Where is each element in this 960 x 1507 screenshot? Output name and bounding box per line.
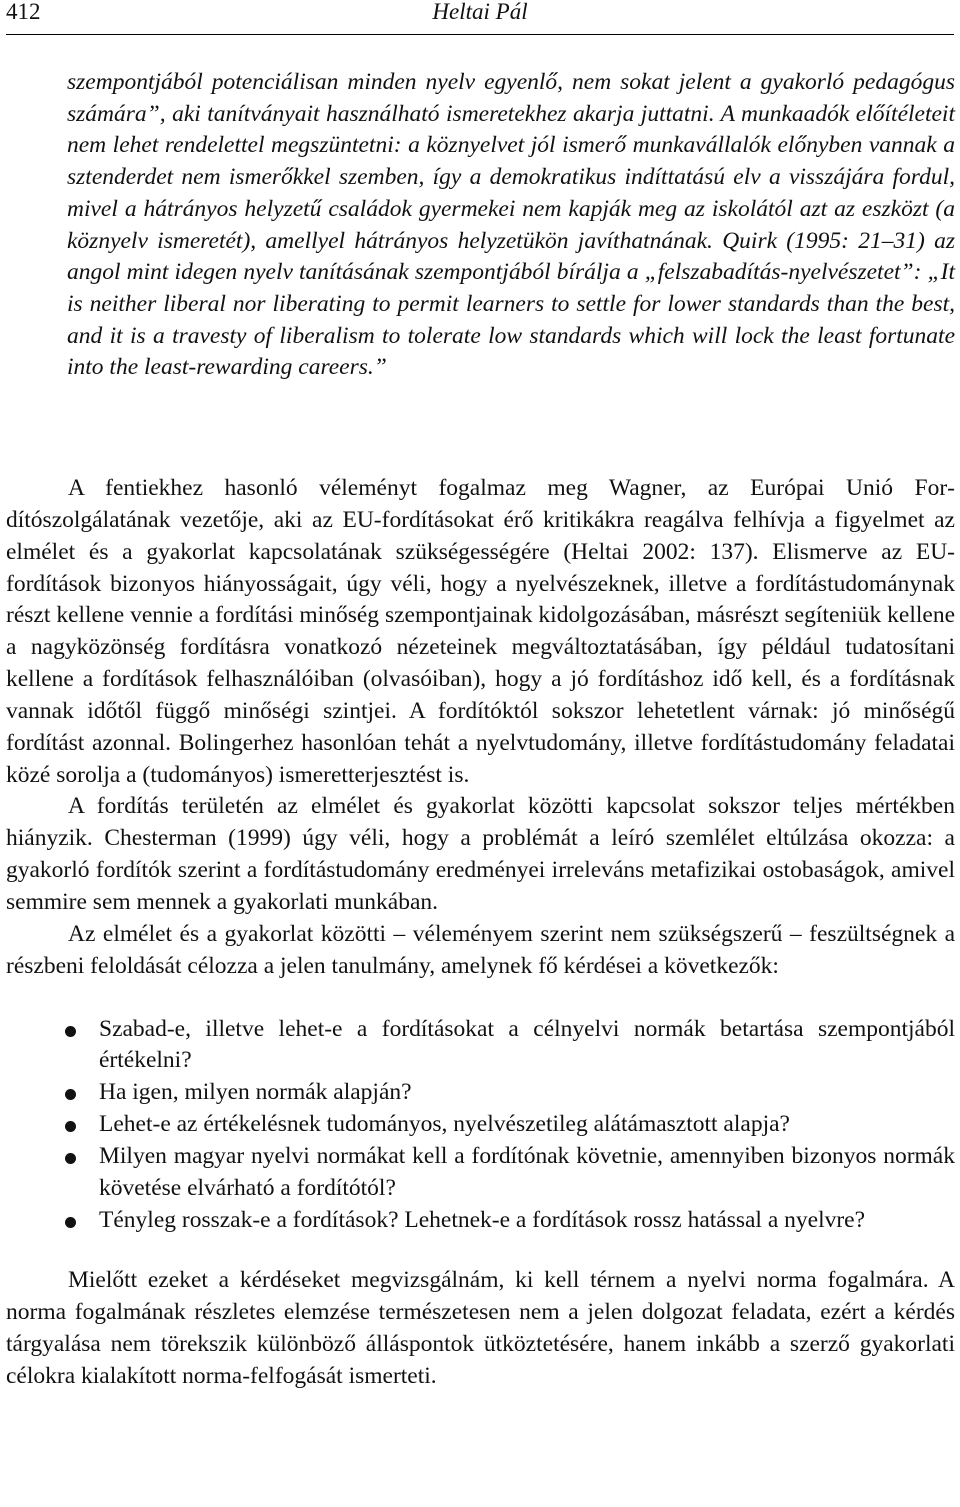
list-item: [99, 1014, 955, 1078]
bullet-icon: [65, 1026, 76, 1037]
paragraph-wagner: A fentiekhez hasonló véleményt fogalmaz meg Wagner, az Európai Unió Fordítószolgálatának vezetője, aki az EU-fordításokat érő kritikákra reagálva felhívja a figyelmet az elmélet és a gyakorlat kapcsolatának szükségességére (Heltai 2002: 137). Elismerve az EU-fordítások bizonyos hiányosságait, úgy véli, hogy a nyelvészeknek, illetve a fordítástudománynak részt kellene vennie a fordítási minőség szempontjainak kidolgozásában, másrészt segíteniük kellene a nagyközönség fordításra vonatkozó nézeteinek megváltoztatásában, így például tudatosítani kellene a fordítások felhasználóiban (olvasóiban), hogy a jó fordításhoz idő kell, és a fordításnak vannak időtől függő minőségi szintjei. A fordítóktól sokszor lehetetlent várnak: jó minőségű fordítást azonnal. Bolingerhez hasonlóan tehát a nyelvtudomány, illetve fordítástudomány feladatai közé sorolja a (tudományos) ismeretterjesztést is.: [6, 475, 955, 788]
running-header-author: Heltai Pál: [432, 0, 528, 24]
list-item: [99, 1077, 955, 1109]
list-item-text: Ha igen, milyen normák alapján?: [99, 1079, 412, 1106]
list-item: [99, 1141, 955, 1205]
list-item-text: Szabad-e, illetve lehet-e a fordításokat a célnyelvi normák betartása szempontjából értékelni?: [99, 1015, 955, 1074]
list-item-text: Milyen magyar nyelvi normákat kell a fordítónak követnie, amennyiben bizonyos normák követése elvárható a fordítótól?: [99, 1142, 955, 1201]
list-item-text: Tényleg rosszak-e a fordítások? Lehetnek-e a fordítások rossz hatással a nyelvre?: [99, 1206, 866, 1233]
page-number: 412: [6, 0, 41, 24]
paragraph-norm-concept: Mielőtt ezeket a kérdéseket megvizsgálnám, ki kell térnem a nyelvi norma fogalmára. A norma fogalmának részletes elemzése természetesen nem a jelen dolgozat feladata, ezért a kérdés tárgyalása nem törekszik különböző álláspontok ütköztetésére, hanem inkább a szerző gyakorlati célokra kialakított norma-felfogását ismerteti.: [6, 1267, 955, 1389]
bullet-icon: [65, 1153, 76, 1164]
list-item: [99, 1109, 955, 1141]
paragraph-research-questions-intro: Az elmélet és a gyakorlat közötti – véleményem szerint nem szükségszerű – feszültségnek a részbeni feloldását célozza a jelen tanulmány, amelynek fő kérdései a következők:: [6, 920, 955, 979]
bullet-icon: [65, 1217, 76, 1228]
body-text: [6, 473, 955, 1393]
italic-quotation-block: [67, 67, 955, 384]
bullet-icon: [65, 1089, 76, 1100]
list-item: [99, 1205, 955, 1237]
paragraph-chesterman: A fordítás területén az elmélet és gyakorlat közötti kapcsolat sokszor teljes mértékben hiányzik. Chesterman (1999) úgy véli, hogy a problémát a leíró szemlélet eltúlzása okozza: a gyakorló fordítók szerint a fordítástudomány eredményei irreleváns metafizikai ostobaságok, amivel semmire sem mennek a gyakorlati munkában.: [6, 793, 955, 915]
running-header: [6, 0, 954, 35]
quotation-paragraph: szempontjából potenciálisan minden nyelv egyenlő, nem sokat jelent a gyakorló pedagógus számára”, aki tanítványait használható ismeretekhez akarja juttatni. A munkaadók előítéleteit nem lehet rendelettel megszüntetni: a köznyelvet jól ismerő munkavállalók előnyben vannak a sztenderdet nem ismerőkkel szemben, így a demokratikus indíttatású elv a visszájára fordul, mivel a hátrányos helyzetű családok gyermekei nem kapják meg az iskolától azt az eszközt (a köznyelv ismeretét), amellyel hátrányos helyzetükön javíthatnának. Quirk (1995: 21–31) az angol mint idegen nyelv tanításának szempontjából bírálja a „felszabadítás-nyelvészetet”: „It is neither liberal nor liberating to permit learners to settle for lower standards than the best, and it is a travesty of liberalism to tolerate low standards which will lock the least fortunate into the least-rewarding careers.”: [67, 69, 955, 381]
bullet-icon: [65, 1121, 76, 1132]
list-item-text: Lehet-e az értékelésnek tudományos, nyelvészetileg alátámasztott alapja?: [99, 1111, 790, 1138]
research-questions-list: [6, 1014, 955, 1237]
